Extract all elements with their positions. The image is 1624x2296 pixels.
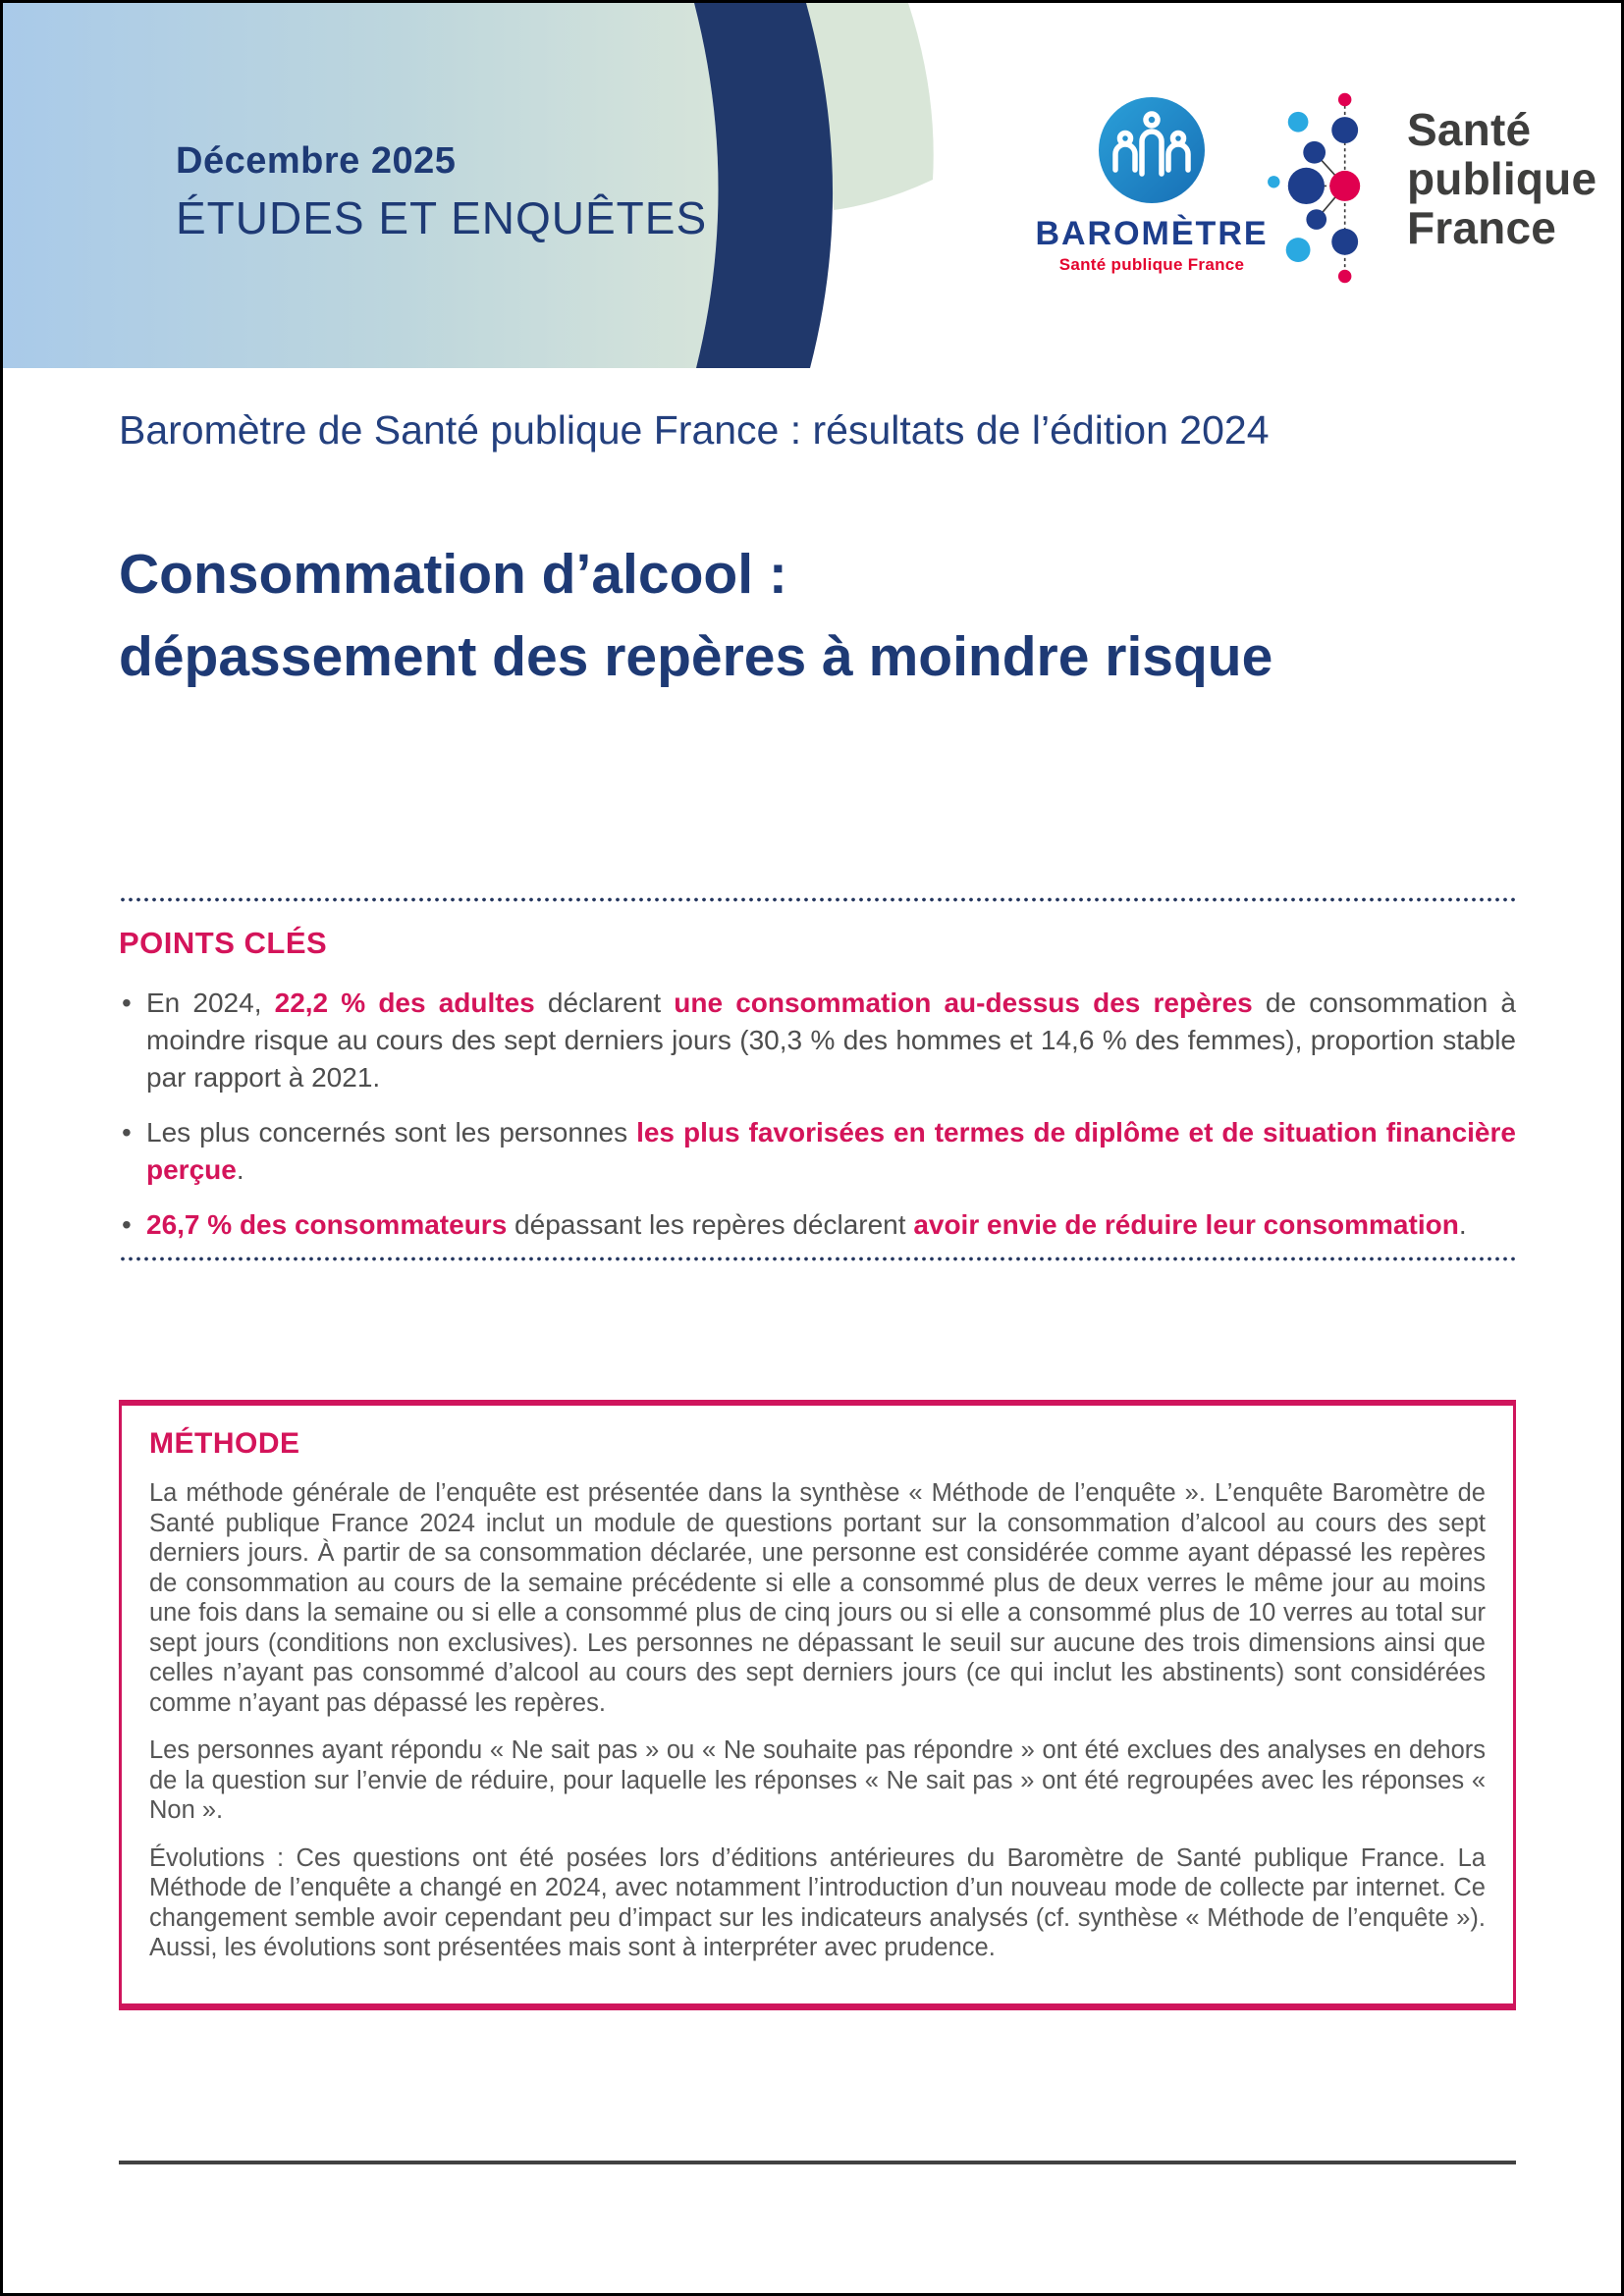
page-title: [119, 533, 1572, 698]
key-points-heading: POINTS CLÉS: [119, 926, 328, 960]
key-point-text: .: [236, 1154, 244, 1185]
spf-word-line: France: [1407, 202, 1557, 253]
key-point-text: En 2024,: [146, 988, 275, 1018]
spf-logo-icon: [1266, 89, 1413, 288]
report-kicker: Baromètre de Santé publique France : résultats de l’édition 2024: [119, 407, 1270, 453]
barometre-logo-tagline: Santé publique France: [1058, 255, 1245, 274]
barometre-logo-icon: [1095, 93, 1209, 207]
barometre-logo-name: BAROMÈTRE: [1035, 215, 1269, 252]
page-title-line2: dépassement des repères à moindre risque: [119, 625, 1273, 688]
spf-word-line: Santé: [1407, 104, 1532, 155]
collection-title: ÉTUDES ET ENQUÊTES: [176, 192, 708, 243]
issue-date: Décembre 2025: [176, 140, 457, 182]
dotted-separator-top: [119, 897, 1516, 902]
method-box: [119, 1400, 1516, 2010]
key-point-text: de consommation à moindre risque au cours des sept derniers jours (30,3 % des hommes et 14,6 % des femmes), proportion stable par rapport à 2021.: [146, 988, 1516, 1093]
key-point-item: [119, 1114, 1516, 1189]
dotted-separator-bottom: [119, 1256, 1516, 1261]
method-paragraph: Les personnes ayant répondu « Ne sait pas » ou « Ne souhaite pas répondre » ont été exclues des analyses en dehors de la question sur l’envie de réduire, pour laquelle les réponses « Ne sait pas » ont été regroupées avec les réponses « Non ».: [149, 1736, 1486, 1824]
method-paragraph: Évolutions : Ces questions ont été posées lors d’éditions antérieures du Baromètre de Santé publique France. La Méthode de l’enquête a changé en 2024, avec notamment l’introduction d’un nouveau mode de collecte par internet. Ce changement semble avoir cependant peu d’impact sur les indicateurs analysés (cf. synthèse « Méthode de l’enquête »). Aussi, les évolutions sont présentées mais sont à interpréter avec prudence.: [149, 1843, 1486, 1961]
spf-word-line: publique: [1407, 153, 1597, 204]
footer-rule: [119, 2161, 1516, 2164]
key-point-text: déclarent: [534, 988, 675, 1018]
key-point-highlight: avoir envie de réduire leur consommation: [913, 1209, 1459, 1240]
page-title-line1: Consommation d’alcool :: [119, 543, 787, 606]
key-point-item: [119, 985, 1516, 1096]
key-point-highlight: les plus favorisées en termes de diplôme et de situation financière perçue: [146, 1117, 1516, 1185]
key-point-text: .: [1458, 1209, 1467, 1240]
key-point-highlight: une consommation au-dessus des repères: [674, 988, 1253, 1018]
key-point-text: Les plus concernés sont les personnes: [146, 1117, 637, 1148]
spf-logo-wordmark: [1407, 105, 1597, 252]
key-points-list: [119, 985, 1516, 1261]
key-point-highlight: 26,7 % des consommateurs: [146, 1209, 508, 1240]
method-paragraph: La méthode générale de l’enquête est présentée dans la synthèse « Méthode de l’enquête ». L’enquête Baromètre de Santé publique France 2024 inclut un module de questions portant sur la consommation d’alcool au cours des sept derniers jours. À partir de sa consommation déclarée, une personne est considérée comme ayant dépassé les repères de consommation au cours de la semaine précédente si elle a consommé plus de deux verres le même jour au moins une fois dans la semaine ou si elle a consommé plus de cinq jours ou si elle a consommé plus de 10 verres au total sur sept jours (conditions non exclusives). Les personnes ne dépassant le seuil sur aucune des trois dimensions ainsi que celles n’ayant pas consommé d’alcool au cours des sept derniers jours (ce qui inclut les abstinents) sont considérées comme n’ayant pas dépassé les repères.: [149, 1479, 1486, 1717]
method-heading: MÉTHODE: [149, 1427, 300, 1460]
key-point-highlight: 22,2 % des adultes: [274, 988, 535, 1018]
key-point-text: dépassant les repères déclarent: [507, 1209, 914, 1240]
key-point-item: [119, 1206, 1516, 1244]
